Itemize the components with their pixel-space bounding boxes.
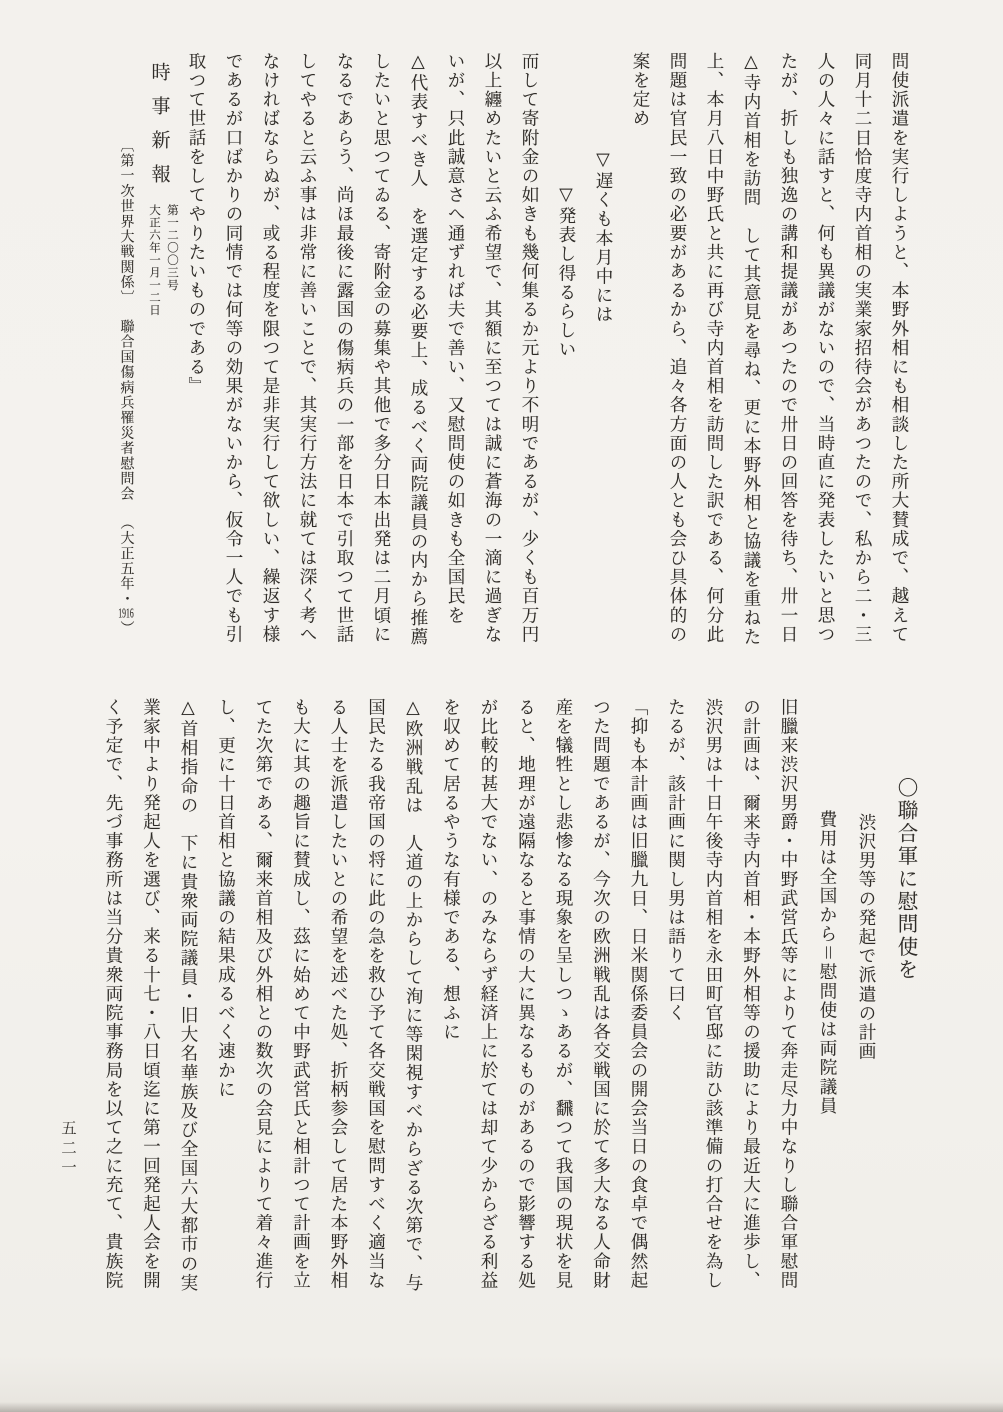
text-column: つた問題であるが、今次の欧洲戦乱は各交戦国に於て多大なる人命財 [591,698,612,1291]
text-column: なければならぬが、或る程度を限つて是非実行して欲しい、繰返す様 [261,52,281,645]
text-column: 業家中より発起人を選び、来る十七・八日頃迄に第一回発起人会を開 [141,698,162,1291]
annotation-year-suffix: ） [118,620,134,637]
article-subheadline: 渋沢男等の発起で派遣の計画 [857,813,877,1062]
text-column: 問題は官民一致の必要があるから、追々各方面の人とも会ひ具体的の [668,52,688,645]
text-column: 渋沢男は十日午後寺内首相を永田町官邸に訪ひ該準備の打合せを為し [704,698,724,1291]
text-column: 人の人々に話すと、何も異議がないので、当時直に発表したいと思つ [816,52,836,645]
issue-date: 大正六年一月一二日 [148,203,160,317]
text-column: △寺内首相を訪問 して其意見を尋ね、更に本野外相と協議を重ねた [742,52,762,647]
text-column: てた次第である、爾来首相及び外相との数次の会見によりて着々進行 [254,698,274,1291]
text-column: 問使派遣を実行しようと、本野外相にも相談した所大賛成で、越えて [890,52,910,645]
text-column: △首相指命の 下に貴衆両院議員・旧大名華族及び全国六大都市の実 [179,698,199,1293]
issue-number: 第一二〇〇三号 [166,203,178,292]
text-column: 「抑も本計画は旧臘九日、日米関係委員会の開会当日の食卓で偶然起 [629,698,649,1291]
text-column: も大に其の趣旨に賛成し、茲に始めて中野武営氏と相計つて計画を立 [291,698,312,1291]
page-number: 五二一 [59,1120,76,1179]
text-column: であるが口ばかりの同情では何等の効果がないから、仮令一人でも引 [224,52,244,645]
text-column: ると、地理が遠隔なると事情の大に異なるものがあるので影響する処 [516,698,537,1291]
sub-headline-column: ▽遅くも本月中には [594,150,614,325]
text-column: 案を定め [631,52,651,129]
text-column: したいと思つてゐる、寄附金の募集や其他で多分日本出発は二月頃に [372,52,392,645]
text-column: く予定で、先づ事務所は当分貴衆両院事務局を以て之に充て、貴族院 [104,698,124,1291]
text-column: の計画は、爾来寺内首相・本野外相等の援助により最近大に進歩し、 [741,698,762,1291]
issue-date-annotation [147,204,178,317]
text-column: △代表すべき人 を選定する必要上、成るべく両院議員の内から推薦 [409,52,429,647]
text-column: る人士を派遣したいとの希望を述べた処、折柄参会して居た本野外相 [329,698,349,1291]
annotation-year-prefix: （大正五年・ [118,515,134,607]
text-column: たるが、該計画に関し男は語りて曰く [666,698,687,1023]
archive-annotation [110,52,140,702]
annotation-year-number: 1916 [118,606,134,621]
text-column: 国民たる我帝国の将に此の急を救ひ予て各交戦国を慰問すべく適当な [366,698,387,1291]
text-column: 上、本月八日中野氏と共に再び寺内首相を訪問した訳である、何分此 [705,52,725,645]
text-column: し、更に十日首相と協議の結果成るべく速かに [216,698,237,1100]
article-headline: 〇聯合軍に慰問使を [894,777,916,982]
text-column: が比較的甚大でない、のみならず経済上に於ては却て少からざる利益 [479,698,499,1291]
text-column: してやると云ふ事は非常に善いことで、其実行方法に就ては深く考へ [298,52,318,645]
text-column: 而して寄附金の如きも幾何集るか元より不明であるが、少くも百万円 [520,52,540,645]
text-column: を収めて居るやうな有様である、想ふに [441,698,462,1042]
text-column: 産を犠牲とし悲惨なる現象を呈しつゝあるが、飜つて我国の現状を見 [554,698,574,1291]
annotation-event: 聯合国傷病兵罹災者慰問会 [118,319,134,502]
sub-headline-column: ▽発表し得るらしい [557,185,577,360]
publication-citation [140,52,178,702]
text-column: たが、折しも独逸の講和提議があつたので卅日の回答を待ち、卅一日 [779,52,799,645]
text-column: なるであらう、尚ほ最後に露国の傷病兵の一部を日本で引取つて世話 [335,52,355,645]
bottom-article [95,698,926,1348]
top-article [110,52,918,702]
text-column: 旧臘来渋沢男爵・中野武営氏等によりて奔走尽力中なりし聯合軍慰問 [779,698,799,1291]
text-column: △欧洲戦乱は 人道の上からして洵に等閑視すべからざる次第で、与 [404,698,424,1293]
publication-name: 時事新報 [148,62,170,198]
text-column: 同月十二日恰度寺内首相の実業家招待会があつたので、私から二・三 [853,52,873,645]
text-column: 以上纏めたいと云ふ希望で、其額に至つては誠に蒼海の一滴に過ぎな [483,52,503,645]
annotation-series: 〔第一次世界大戦関係〕 [118,138,134,306]
article-subheadline: 費用は全国から＝慰問使は両院議員 [818,810,838,1116]
text-column: いが、只此誠意さへ通ずれば夫で善い、又慰問使の如きも全国民を [446,52,466,625]
text-column: 取つて世話をしてやりたいものである』 [187,52,207,396]
